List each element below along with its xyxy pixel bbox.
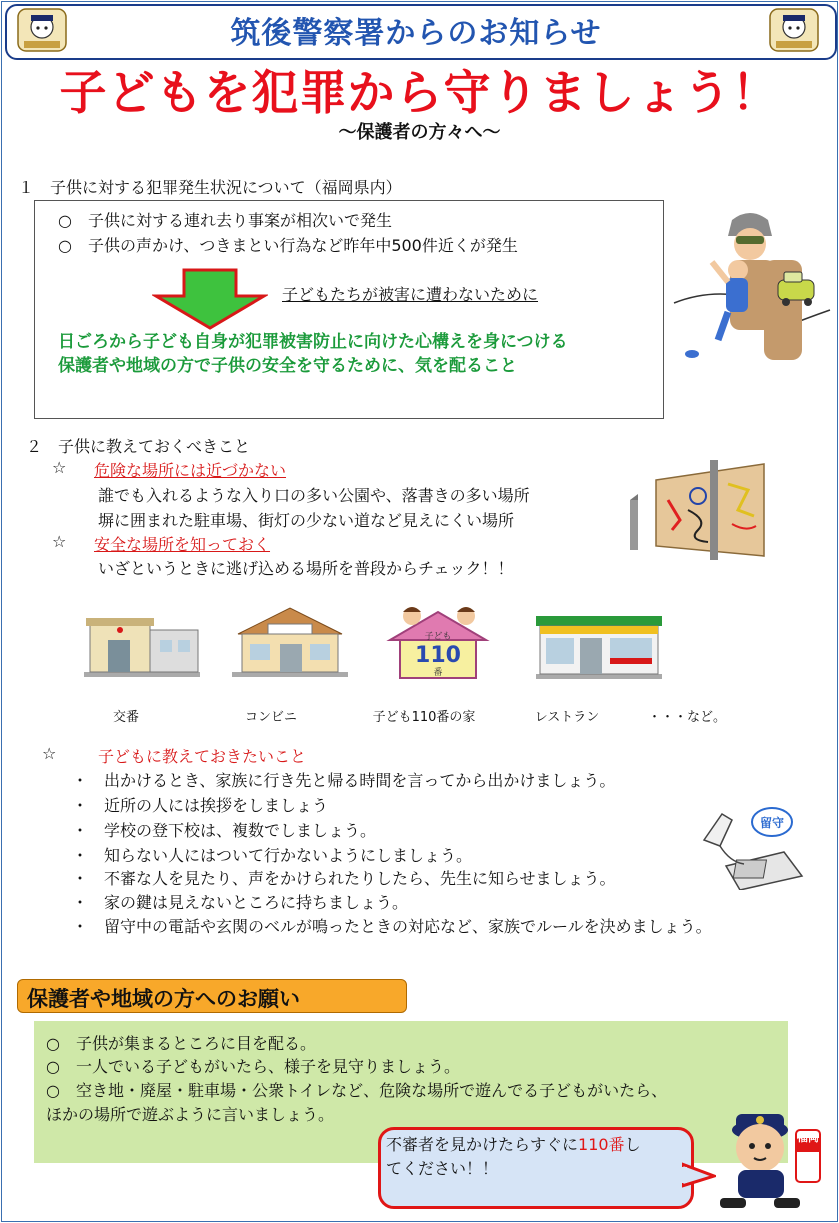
green-line: 保護者や地域の方で子供の安全を守るために、気を配ること <box>58 356 517 376</box>
point1-title: 危険な場所には近づかない <box>94 461 287 480</box>
request-line: ○ 空き地・廃屋・駐車場・公衆トイレなど、危険な場所で遊んでる子どもがいたら、 <box>46 1081 668 1100</box>
advice-item: ・ 学校の登下校は、複数でしましょう。 <box>72 821 377 840</box>
police-mascot-illustration <box>716 1100 826 1212</box>
house-sign-number: 110 <box>415 643 461 668</box>
kodomo-110-house-illustration <box>382 602 494 680</box>
point1-line: 塀に囲まれた駐車場、街灯の少ない道など見えにくい場所 <box>98 511 515 530</box>
request-line: ○ 一人でいる子どもがいたら、様子を見守りましょう。 <box>46 1057 460 1076</box>
graffiti-wall-illustration <box>628 460 768 560</box>
point1-line: 誰でも入れるような入り口の多い公園や、落書きの多い場所 <box>98 486 530 505</box>
officer-protecting-child-illustration <box>672 208 832 368</box>
request-line: ○ 子供が集まるところに目を配る。 <box>46 1034 316 1053</box>
place-label-etc: ・・・など。 <box>648 710 727 725</box>
bubble-text <box>386 1133 676 1181</box>
point3-title: 子どもに教えておきたいこと <box>98 747 307 766</box>
advice-item: ・ 知らない人にはついて行かないようにしましょう。 <box>72 846 473 865</box>
restaurant-illustration <box>532 612 666 680</box>
subtitle: ～保護者の方々へ～ <box>338 122 501 143</box>
mascot-badge: 福岡 <box>797 1131 819 1144</box>
bubble-text-line2: てください！！ <box>386 1159 499 1178</box>
main-title: 子どもを犯罪から守りましょう！ <box>59 66 780 121</box>
bubble-text-pre: 不審者を見かけたらすぐに <box>386 1135 579 1154</box>
star-icon: ☆ <box>42 744 57 763</box>
down-arrow-icon <box>152 268 268 330</box>
speech-bubble-tail <box>682 1162 716 1190</box>
section2-heading: ２ 子供に教えておくべきこと <box>26 437 251 456</box>
arrow-caption: 子どもたちが被害に遭わないために <box>282 285 539 304</box>
bubble-text-highlight: 110番 <box>578 1135 625 1154</box>
place-label-kodomo-110: 子ども110番の家 <box>372 710 476 725</box>
header-title: 筑後警察署からのお知らせ <box>230 16 602 51</box>
place-label-convenience-store: コンビニ <box>244 710 297 725</box>
request-heading: 保護者や地域の方へのお願い <box>27 987 300 1011</box>
convenience-store-illustration <box>228 604 352 678</box>
star-icon: ☆ <box>52 458 67 477</box>
request-line: ほかの場所で遊ぶように言いましょう。 <box>46 1105 335 1124</box>
advice-item: ・ 不審な人を見たり、声をかけられたりしたら、先生に知らせましょう。 <box>72 869 616 888</box>
star-icon: ☆ <box>52 532 67 551</box>
house-sign-bottom: 番 <box>433 668 443 678</box>
telephone-icon <box>700 806 804 890</box>
phone-label: 留守 <box>759 816 785 830</box>
advice-item: ・ 出かけるとき、家族に行き先と帰る時間を言ってから出かけましょう。 <box>72 771 616 790</box>
section1-heading: １ 子供に対する犯罪発生状況について（福岡県内） <box>18 178 402 197</box>
point2-title: 安全な場所を知っておく <box>94 535 271 554</box>
section1-item: ○ 子供に対する連れ去り事案が相次いで発生 <box>58 211 392 230</box>
green-line: 日ごろから子ども自身が犯罪被害防止に向けた心構えを身につける <box>58 332 568 352</box>
koban-police-box-illustration <box>80 610 204 678</box>
section1-item: ○ 子供の声かけ、つきまとい行為など昨年中500件近くが発生 <box>58 236 518 255</box>
place-label-restaurant: レストラン <box>534 710 600 725</box>
advice-item: ・ 留守中の電話や玄関のベルが鳴ったときの対応など、家族でルールを決めましょう。 <box>72 917 712 936</box>
place-label-koban: 交番 <box>112 710 139 725</box>
point2-line: いざというときに逃げ込める場所を普段からチェック！！ <box>98 559 514 578</box>
house-sign-top: 子ども <box>424 632 452 642</box>
advice-item: ・ 家の鍵は見えないところに持ちましょう。 <box>72 893 409 912</box>
advice-item: ・ 近所の人には挨拶をしましょう <box>72 796 329 815</box>
bubble-text-post: し <box>624 1135 641 1154</box>
